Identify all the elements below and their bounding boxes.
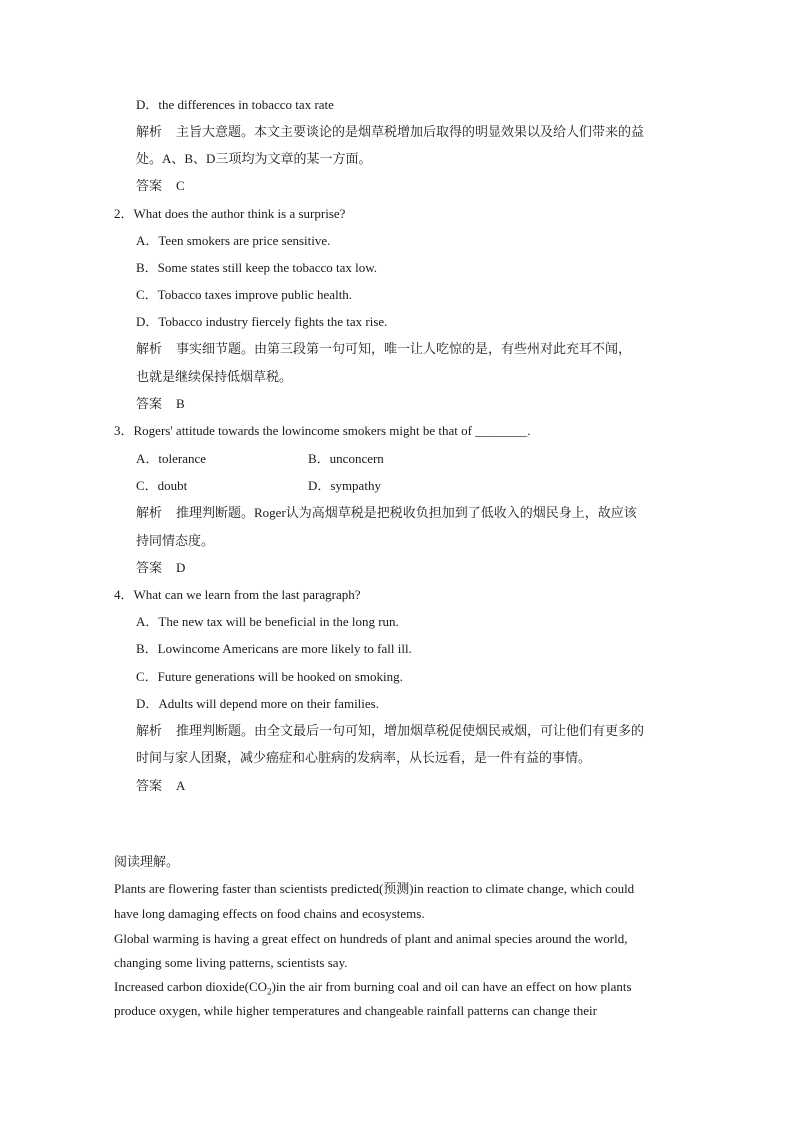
analysis-label: 解析	[136, 723, 163, 738]
q2-analysis-cont: 也就是继续保持低烟草税。	[136, 369, 293, 384]
analysis-text: 事实细节题。由第三段第一句可知，唯一让人吃惊的是，有些州对此充耳不闻，	[176, 341, 632, 356]
reading-p3-text: Increased carbon dioxide(CO	[114, 979, 268, 994]
q3-option-d: D．sympathy	[308, 478, 381, 493]
q4-answer	[136, 778, 185, 794]
analysis-label: 解析	[136, 124, 163, 139]
q1-analysis	[136, 124, 644, 140]
q2-question: 2．What does the author think is a surprise?	[114, 206, 346, 221]
analysis-text: 推理判断题。Roger认为高烟草税是把税收负担加到了低收入的烟民身上，故应该	[176, 505, 637, 520]
q4-option-a: A．The new tax will be beneficial in the long run.	[136, 614, 399, 629]
reading-p2-line2: changing some living patterns, scientists say.	[114, 955, 348, 970]
reading-heading: 阅读理解。	[114, 854, 180, 869]
q4-option-d: D．Adults will depend more on their families.	[136, 696, 379, 711]
q2-option-a: A．Teen smokers are price sensitive.	[136, 233, 331, 248]
reading-p1-line2: have long damaging effects on food chains and ecosystems.	[114, 906, 425, 921]
q4-question: 4．What can we learn from the last paragraph?	[114, 587, 361, 602]
q2-analysis	[136, 341, 631, 357]
q4-analysis-cont: 时间与家人团聚，减少癌症和心脏病的发病率，从长远看，是一件有益的事情。	[136, 750, 592, 765]
answer-value: C	[176, 178, 185, 193]
reading-p3-line2: produce oxygen, while higher temperatures and changeable rainfall patterns can change their	[114, 1003, 597, 1018]
answer-value: D	[176, 560, 186, 575]
co2-subscript: 2	[267, 986, 272, 997]
q1-analysis-cont: 处。A、B、D三项均为文章的某一方面。	[136, 151, 372, 166]
q3-answer	[136, 560, 185, 576]
q3-option-a: A．tolerance	[136, 451, 207, 466]
analysis-label: 解析	[136, 341, 163, 356]
q4-option-c: C．Future generations will be hooked on smoking.	[136, 669, 403, 684]
answer-label: 答案	[136, 778, 163, 793]
q2-option-c: C．Tobacco taxes improve public health.	[136, 287, 353, 302]
q3-question: 3．Rogers' attitude towards the lowincome smokers might be that of ________.	[114, 423, 531, 438]
q2-answer	[136, 396, 185, 412]
q3-option-b: B．unconcern	[308, 451, 384, 466]
analysis-text: 主旨大意题。本文主要谈论的是烟草税增加后取得的明显效果以及给人们带来的益	[176, 124, 645, 139]
q4-analysis	[136, 723, 644, 739]
q1-answer	[136, 178, 185, 194]
q3-analysis-cont: 持同情态度。	[136, 533, 215, 548]
q3-options-row2	[136, 478, 381, 494]
q3-options-row1	[136, 451, 384, 467]
reading-p2-line1: Global warming is having a great effect on hundreds of plant and animal species around the world,	[114, 931, 628, 946]
reading-p3-text-cont: )in the air from burning coal and oil can have an effect on how plants	[271, 979, 632, 994]
analysis-text: 推理判断题。由全文最后一句可知，增加烟草税促使烟民戒烟，可让他们有更多的	[176, 723, 645, 738]
reading-p3-line1	[114, 979, 632, 1000]
q3-analysis	[136, 505, 637, 521]
reading-p1-line1: Plants are flowering faster than scientists predicted(预测)in reaction to climate change, which could	[114, 881, 635, 896]
q3-option-c: C．doubt	[136, 478, 188, 493]
q2-option-b: B．Some states still keep the tobacco tax low.	[136, 260, 378, 275]
answer-label: 答案	[136, 178, 163, 193]
q1-option-d: D．the differences in tobacco tax rate	[136, 97, 334, 112]
answer-label: 答案	[136, 560, 163, 575]
answer-label: 答案	[136, 396, 163, 411]
answer-value: A	[176, 778, 186, 793]
q2-option-d: D．Tobacco industry fiercely fights the tax rise.	[136, 314, 388, 329]
answer-value: B	[176, 396, 185, 411]
q4-option-b: B．Lowincome Americans are more likely to fall ill.	[136, 641, 412, 656]
analysis-label: 解析	[136, 505, 163, 520]
